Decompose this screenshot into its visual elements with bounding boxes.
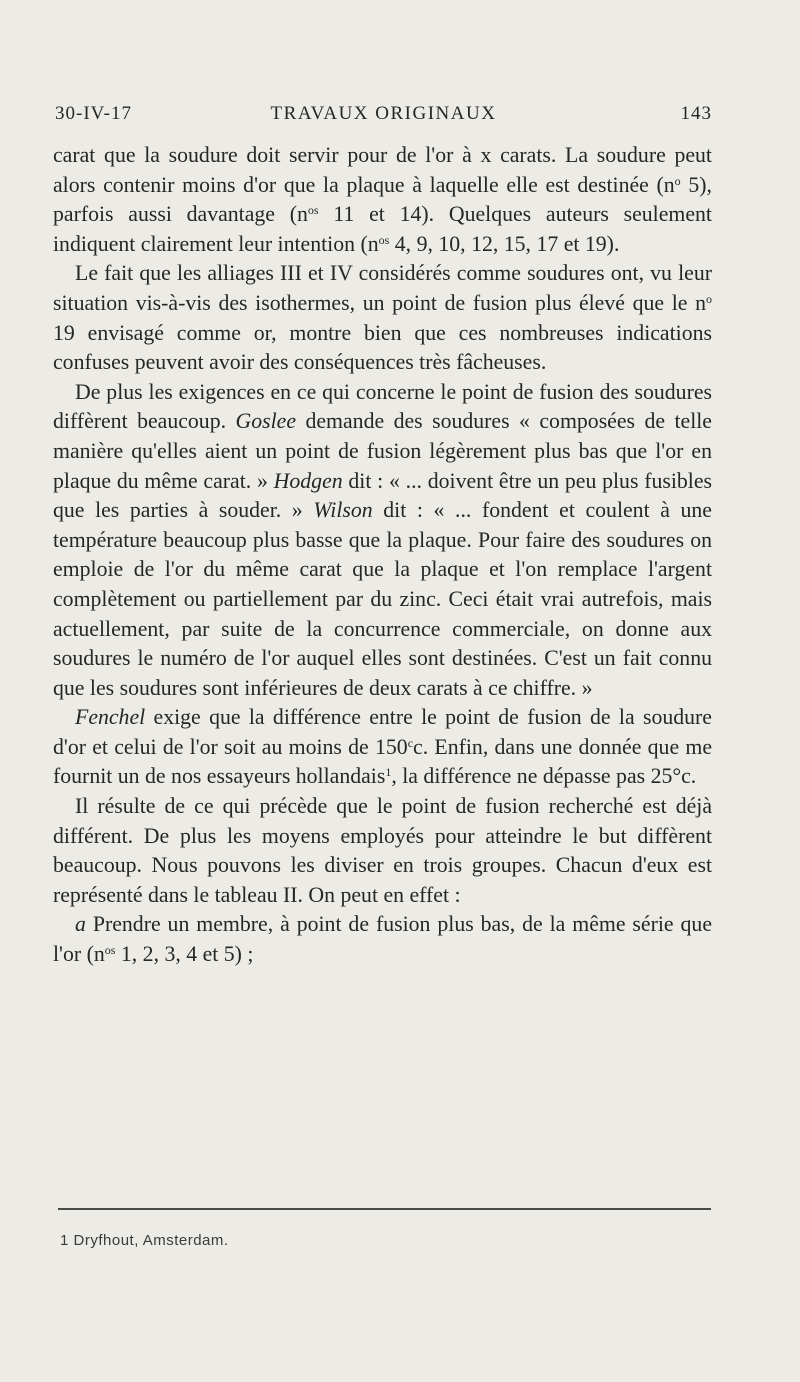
- text-run: Le fait que les alliages III et IV considérés comme soudures ont, vu leur situation vis-à-vis des isothermes, un point de fusion plus élevé que le n: [53, 261, 712, 315]
- text-run: Prendre un membre, à point de fusion plus bas, de la même série que l'or (n: [53, 912, 712, 967]
- text-run: c. Enfin, dans une donnée que me fournit un de nos essayeurs hollandais: [53, 734, 712, 789]
- superscript: o: [706, 291, 712, 306]
- paragraph-6: [53, 910, 712, 969]
- paragraph-4: [53, 703, 712, 792]
- paragraph-3: [53, 378, 712, 704]
- text-run: 5), parfois aussi davantage (n: [53, 172, 712, 227]
- paragraph-2: [53, 259, 712, 377]
- header-date: 30-IV-17: [55, 103, 132, 124]
- superscript: o: [674, 173, 681, 188]
- footnote-divider: [58, 1208, 711, 1210]
- running-title: TRAVAUX ORIGINAUX: [270, 103, 497, 124]
- paragraph-1: [53, 141, 712, 259]
- text-run: carat que la soudure doit servir pour de l'or à x carats. La soudure peut alors contenir moins d'or que la plaque à laquelle elle est destinée (n: [53, 143, 712, 197]
- author-name: Hodgen: [273, 468, 343, 493]
- text-run: 11 et 14). Quelques auteurs seulement indiquent clairement leur intention (n: [53, 202, 712, 256]
- superscript: os: [378, 232, 390, 247]
- paragraph-5: Il résulte de ce qui précède que le point de fusion recherché est déjà différent. De plus les moyens employés pour atteindre le but diffèrent beaucoup. Nous pouvons les diviser en trois groupes. Chacun d'eux est représenté dans le tableau II. On peut en effet :: [53, 794, 712, 907]
- text-run: De plus les exigences en ce qui concerne le point de fusion des soudures diffèrent beaucoup.: [53, 379, 712, 434]
- superscript: os: [104, 943, 116, 958]
- list-letter: a: [75, 912, 86, 937]
- page-number: 143: [680, 103, 712, 124]
- text-run: 19 envisagé comme or, montre bien que ces nombreuses indications confuses peuvent avoir des conséquences très fâcheuses.: [53, 320, 712, 375]
- text-run: , la différence ne dépasse pas 25°c.: [391, 764, 697, 789]
- text-run: dit : « ... fondent et coulent à une température beaucoup plus basse que la plaque. Pour faire des soudures on emploie de l'or du même carat que la plaque et l'on remplace l'argent complètement ou partiellement par du zinc. Ceci était vrai autrefois, mais actuellement, par suite de la concurrence commerciale, on donne aux soudures le numéro de l'or auquel elles sont destinées. C'est un fait connu que les soudures sont inférieures de deux carats à ce chiffre. »: [53, 498, 712, 700]
- text-run: demande des soudures « composées de telle manière qu'elles aient un point de fusion légèrement plus bas que l'or en plaque du même carat. »: [53, 409, 712, 493]
- superscript: c: [407, 735, 414, 750]
- superscript: os: [307, 203, 319, 218]
- author-name: Goslee: [235, 409, 297, 434]
- footnote-marker: 1: [385, 765, 392, 780]
- page-header: [55, 103, 712, 135]
- author-name: Wilson: [313, 498, 373, 523]
- text-run: 1, 2, 3, 4 et 5) ;: [115, 942, 254, 967]
- footnote: 1 Dryfhout, Amsterdam.: [60, 1232, 229, 1249]
- body-text: [53, 141, 712, 970]
- text-run: exige que la différence entre le point de fusion de la soudure d'or et celui de l'or soit au moins de 150: [53, 705, 712, 759]
- author-name: Fenchel: [75, 705, 146, 730]
- text-run: 4, 9, 10, 12, 15, 17 et 19).: [389, 231, 620, 256]
- text-run: dit : « ... doivent être un peu plus fusibles que les parties à souder. »: [53, 468, 712, 523]
